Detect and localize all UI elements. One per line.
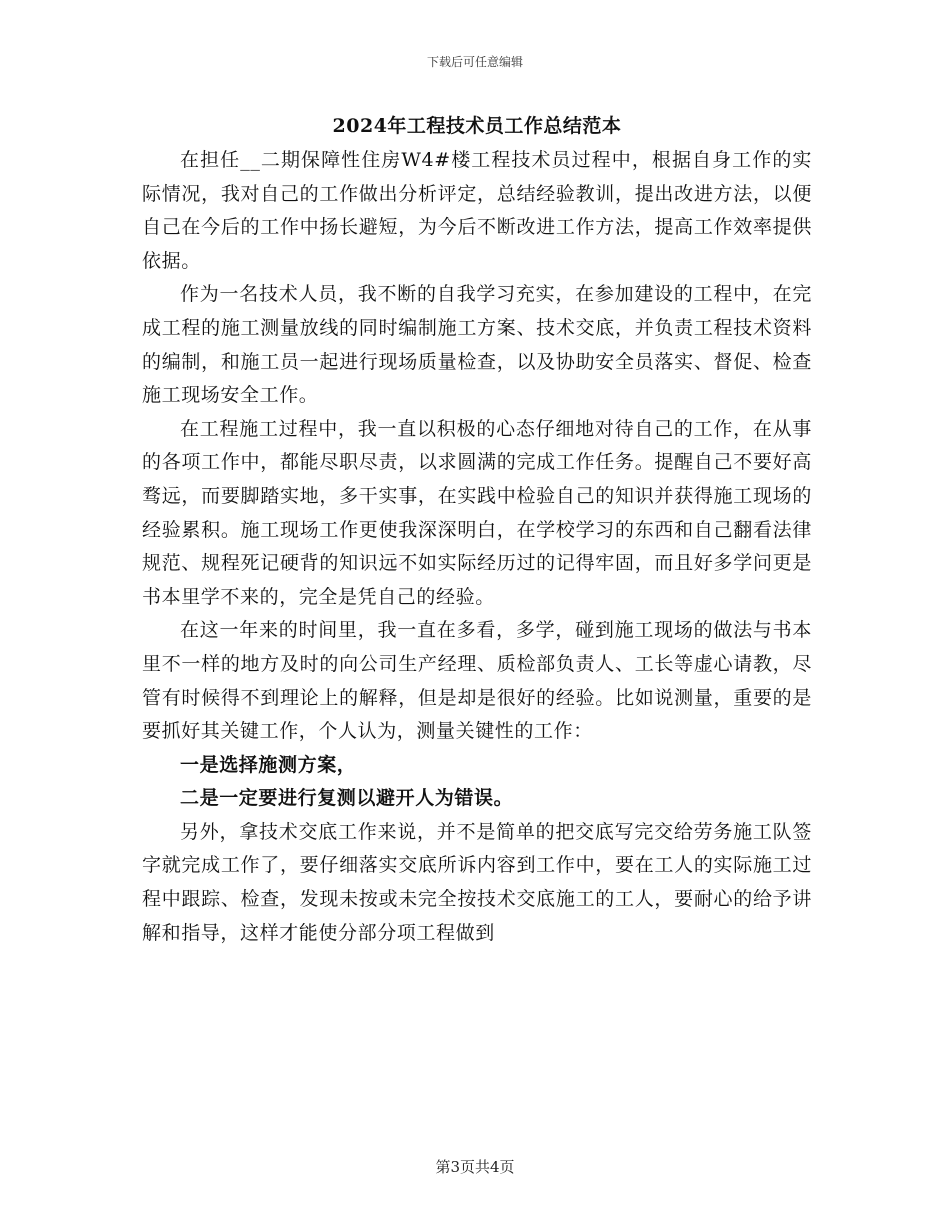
- paragraph-role: 作为一名技术人员，我不断的自我学习充实，在参加建设的工程中，在完成工程的施工测量放线的同时编制施工方案、技术交底，并负责工程技术资料的编制，和施工员一起进行现场质量检查，以及协助安全员落实、督促、检查施工现场安全工作。: [142, 283, 812, 407]
- paragraph-learning: 在这一年来的时间里，我一直在多看，多学，碰到施工现场的做法与书本里不一样的地方及时的向公司生产经理、质检部负责人、工长等虚心请教，尽管有时候得不到理论上的解释，但是却是很好的经验。比如说测量，重要的是要抓好其关键工作，个人认为，测量关键性的工作：: [142, 619, 812, 743]
- page-number: 第3页共4页: [435, 1158, 515, 1176]
- paragraph-intro: 在担任__二期保障性住房W4#楼工程技术员过程中，根据自身工作的实际情况，我对自己的工作做出分析评定，总结经验教训，提出改进方法，以便自己在今后的工作中扬长避短，为今后不断改进工作方法，提高工作效率提供依据。: [142, 149, 812, 272]
- document-title: 2024年工程技术员工作总结范本: [332, 115, 622, 137]
- point-two: 二是一定要进行复测以避开人为错误。: [180, 787, 514, 810]
- document-body: [142, 108, 812, 950]
- paragraph-process: 在工程施工过程中，我一直以积极的心态仔细地对待自己的工作，在从事的各项工作中，都能尽职尽责，以求圆满的完成工作任务。提醒自己不要好高骛远，而要脚踏实地，多干实事，在实践中检验自己的知识并获得施工现场的经验累积。施工现场工作更使我深深明白，在学校学习的东西和自己翻看法律规范、规程死记硬背的知识远不如实际经历过的记得牢固，而且好多学问更是书本里学不来的，完全是凭自己的经验。: [142, 417, 812, 608]
- download-note: 下载后可任意编辑: [426, 55, 523, 69]
- point-one: 一是选择施测方案，: [180, 753, 357, 776]
- paragraph-disclosure: 另外，拿技术交底工作来说，并不是简单的把交底写完交给劳务施工队签字就完成工作了，要仔细落实交底所诉内容到工作中，要在工人的实际施工过程中跟踪、检查，发现未按或未完全按技术交底施工的工人，要耐心的给予讲解和指导，这样才能使分部分项工程做到: [142, 820, 812, 944]
